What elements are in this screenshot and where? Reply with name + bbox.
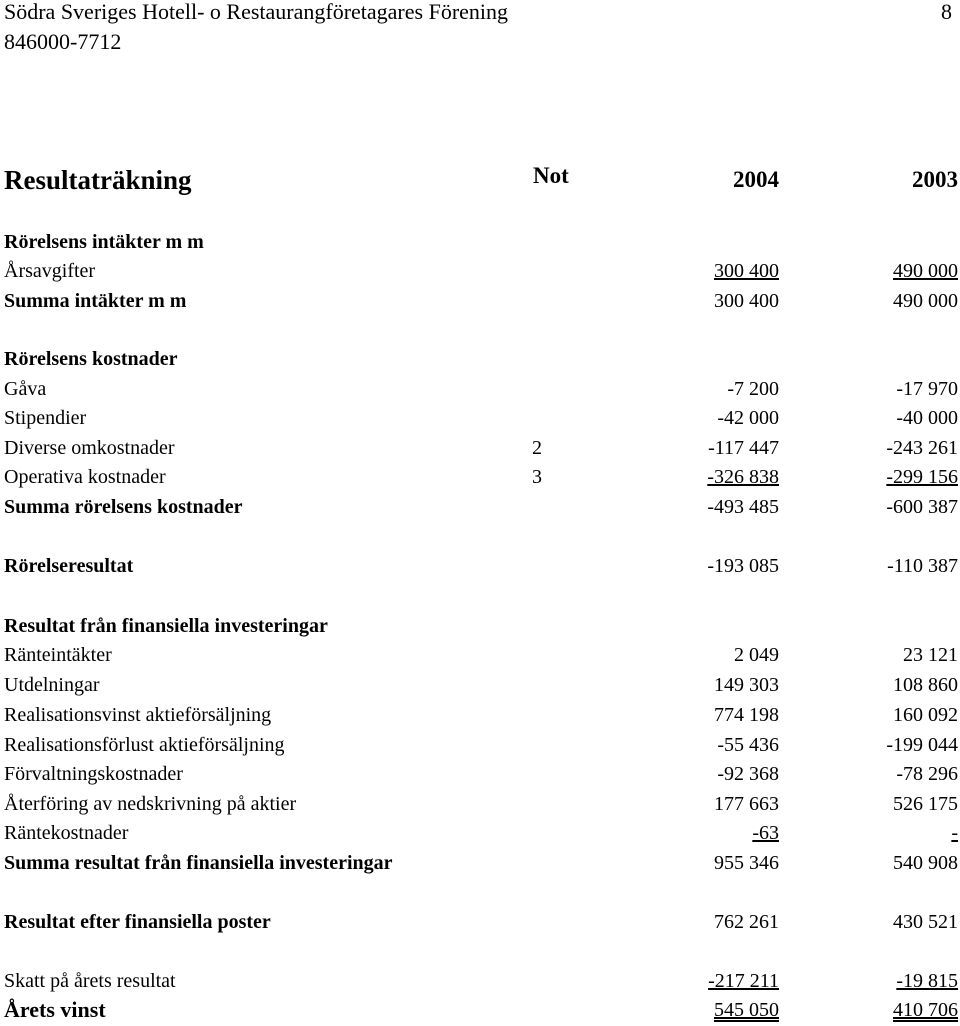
value-2003: 160 092 [893, 704, 958, 726]
page-number: 8 [941, 0, 952, 24]
row-label: Summa rörelsens kostnader [4, 496, 243, 518]
row-label: Årets vinst [4, 997, 106, 1022]
value-2004: -7 200 [727, 378, 779, 400]
value-2004: 955 346 [714, 852, 779, 874]
table-row [0, 403, 960, 433]
value-2004: -92 368 [717, 763, 779, 785]
value-2003: -600 387 [886, 496, 958, 518]
value-2003: 540 908 [893, 852, 958, 874]
organization-number: 846000-7712 [4, 29, 122, 54]
row-label: Ränteintäkter [4, 644, 112, 666]
table-row [0, 789, 960, 819]
subtotal-row [0, 907, 960, 937]
row-label: Diverse omkostnader [4, 437, 175, 459]
value-2004: -117 447 [708, 437, 779, 459]
value-2004: 2 049 [734, 644, 779, 666]
subtotal-row [0, 848, 960, 878]
value-2004: 300 400 [714, 290, 779, 312]
value-2004: -326 838 [707, 466, 779, 488]
value-2003: -19 815 [896, 970, 958, 992]
value-2003: 108 860 [893, 674, 958, 696]
subtotal-row [0, 551, 960, 581]
note-reference: 2 [532, 437, 542, 459]
value-2003: 490 000 [893, 290, 958, 312]
value-2003: -110 387 [887, 555, 958, 577]
table-row [0, 256, 960, 286]
value-2003: - [951, 822, 958, 844]
row-label: Realisationsförlust aktieförsäljning [4, 734, 285, 756]
row-label: Summa intäkter m m [4, 290, 187, 312]
row-label: Resultat efter finansiella poster [4, 911, 271, 933]
column-header-2004: 2004 [733, 167, 779, 192]
value-2003: -243 261 [886, 437, 958, 459]
row-label: Återföring av nedskrivning på aktier [4, 793, 297, 815]
table-row [0, 374, 960, 404]
value-2003: -40 000 [896, 407, 958, 429]
value-2004: 300 400 [714, 260, 779, 282]
value-2004: -493 485 [707, 496, 779, 518]
table-row [0, 700, 960, 730]
value-2004: -42 000 [717, 407, 779, 429]
table-row [0, 433, 960, 463]
value-2003: -78 296 [896, 763, 958, 785]
row-label: Utdelningar [4, 674, 100, 696]
row-label: Stipendier [4, 407, 87, 429]
row-label: Operativa kostnader [4, 466, 166, 488]
value-2004: 774 198 [714, 704, 779, 726]
table-row [0, 759, 960, 789]
value-2004: -55 436 [717, 734, 779, 756]
value-2004: 762 261 [714, 911, 779, 933]
table-row [0, 730, 960, 760]
value-2004: 177 663 [714, 793, 779, 815]
table-row [0, 670, 960, 700]
row-label: Rörelsens kostnader [4, 348, 178, 370]
row-label: Årsavgifter [4, 260, 96, 282]
column-header-2003: 2003 [912, 167, 958, 192]
row-label: Förvaltningskostnader [4, 763, 183, 785]
section-heading-operating-costs [0, 344, 960, 374]
row-label: Gåva [4, 378, 47, 400]
table-row [0, 640, 960, 670]
value-2004: -63 [752, 822, 779, 844]
value-2003: 430 521 [893, 911, 958, 933]
value-2004: 149 303 [714, 674, 779, 696]
value-2003: -17 970 [896, 378, 958, 400]
row-label: Skatt på årets resultat [4, 970, 176, 992]
value-2003: 410 706 [893, 999, 958, 1021]
table-row [0, 966, 960, 996]
value-2004: 545 050 [714, 999, 779, 1021]
section-heading-financial-investments [0, 611, 960, 641]
value-2004: -217 211 [708, 970, 779, 992]
row-label: Resultat från finansiella investeringar [4, 615, 328, 637]
row-label: Realisationsvinst aktieförsäljning [4, 704, 272, 726]
value-2003: 490 000 [893, 260, 958, 282]
note-reference: 3 [532, 466, 542, 488]
section-heading-operating-income [0, 227, 960, 257]
row-label: Rörelseresultat [4, 555, 134, 577]
statement-title: Resultaträkning [4, 165, 192, 195]
statement-header-row [0, 165, 960, 195]
table-row [0, 818, 960, 848]
value-2003: -199 044 [886, 734, 958, 756]
row-label: Summa resultat från finansiella investeringar [4, 852, 393, 874]
value-2003: 23 121 [903, 644, 958, 666]
row-label: Räntekostnader [4, 822, 129, 844]
row-label: Rörelsens intäkter m m [4, 231, 204, 253]
subtotal-row [0, 492, 960, 522]
value-2003: -299 156 [886, 466, 958, 488]
net-profit-row [0, 995, 960, 1025]
subtotal-row [0, 286, 960, 316]
table-row [0, 462, 960, 492]
value-2004: -193 085 [707, 555, 779, 577]
value-2003: 526 175 [893, 793, 958, 815]
organization-name: Södra Sveriges Hotell- o Restaurangföretagares Förening [4, 0, 509, 24]
column-header-not: Not [533, 163, 569, 188]
